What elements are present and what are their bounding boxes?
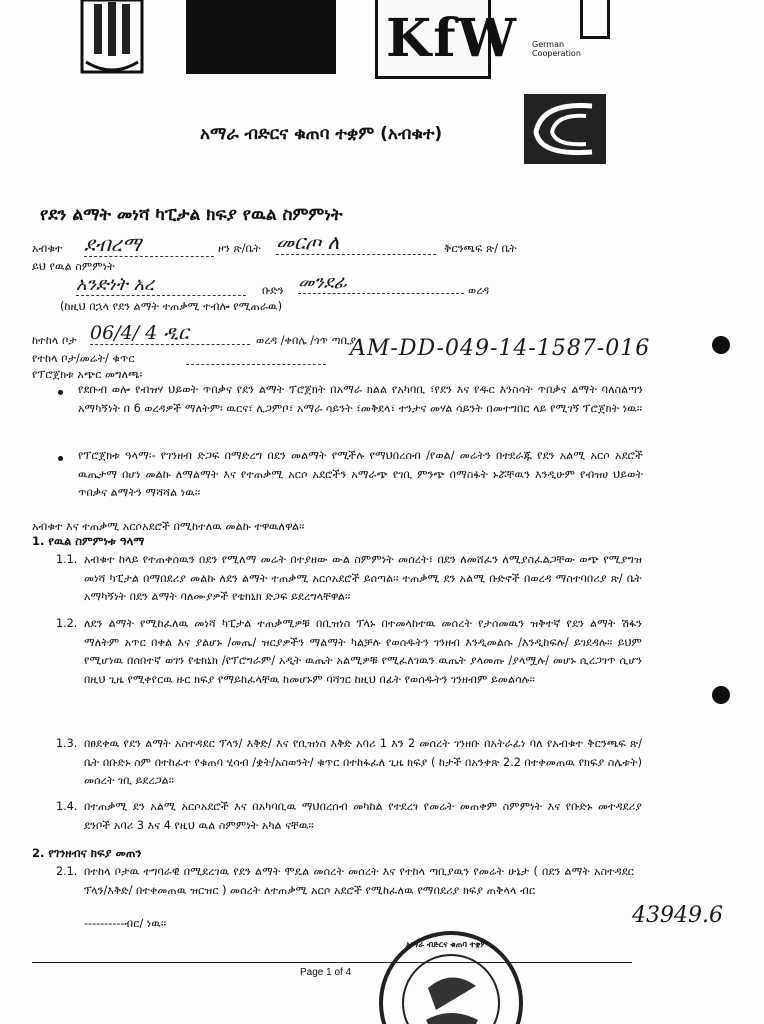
section2-title: 2. የገንዘብና ክፍያ መጠን xyxy=(32,846,142,860)
item-1-2-num: 1.2. xyxy=(56,617,78,630)
kebele-value: 06/4/ 4 ዲር xyxy=(90,322,250,345)
item-1-1-text: አብቁተ ከላይ የተጠቀሰዉን በደን የሚለማ መሬት በተያዘው ውል ስምምነት መሰረት፣ በደን ለመሸፈን ለሚያስፈልጋቸው ወጭ የሚያግዝ መነሻ ካፒታል በማበደሪያ መልኩ ለደን ልማት ተጠቃሚ አርሶአደሮች ይሰጣል፡፡ ተጠቃሚ ደን አልሚ ቡድኖች በወረዳ ማስተባበሪያ ጽ/ ቤት አማካኝነት በደን ልማት ባለሙያዎች የቴክኒክ ድጋፍ ይደረግላቸዋል፡፡ xyxy=(84,553,642,603)
group-value: አንድነት አረ xyxy=(76,274,246,296)
acsi-emblem-icon xyxy=(522,92,608,166)
page-number: Page 1 of 4 xyxy=(300,967,352,978)
bullet-2: የፕሮጀክቱ ዓላማ፡- የገንዘብ ድጋፍ በማድረግ በደን መልማት የሚችሉ የማህበረሰብ /የወል/ መሬትን በተደራጁ የደን አልሚ አርሶ አደሮች ዉጤታማ በሆነ መልኩ ለማልማት እና የተጠቃሚ አርሶ አደሮችን አማራጭ የገቢ ምንጭ በማስፋት ኑሯቸዉን እንዲሁም የብዝሀ ህይወት ጥበቃና ልማትን ማሻሻል ነዉ፡፡ xyxy=(78,449,643,499)
binder-hole-1 xyxy=(712,336,730,354)
left-logo xyxy=(72,0,152,80)
acsi-logo xyxy=(522,92,608,166)
german-cooperation-logo xyxy=(532,0,612,70)
kebele-suffix: ወረዳ /ቀበሌ /ጎጥ ጣቢያ xyxy=(256,334,357,347)
agreement-label: ይህ የዉል ስምምነት xyxy=(32,260,115,273)
amount-prefix: ----------ብር/ ነዉ፡፡ xyxy=(84,917,167,930)
beneficiary-note: (ከዚህ በኋላ የደን ልማት ተጠቃሚ ተብሎ የሚጠራዉ) xyxy=(60,300,283,313)
item-1-1-num: 1.1. xyxy=(56,553,78,566)
official-stamp xyxy=(376,928,526,1024)
abkut-label: አብቁተ xyxy=(32,242,63,255)
kfw-logo xyxy=(375,0,518,79)
plot-value: AM-DD-049-14-1587-016 xyxy=(350,336,651,361)
plot-label: የተከላ ቦታ/መሬት/ ቁጥር xyxy=(32,352,135,365)
bullet-dot-2 xyxy=(58,456,63,461)
item-2-1-text: በተከላ ቦታዉ ተግባራዊ በሚደረገዉ የደን ልማት ሞዴል መሰረት መሰረት እና የተከላ ጣቢያዉን የመሬት ሁኔታ ( በደን ልማት አስተዳደር ፕላን/እቅድ/ በተቀመጠዉ ዝርዝር ) መሰረት ለተጠቃሚ አርሶ አደሮች የሚከፈለዉ የማበደሪያ ክፍያ ጠቅላላ ብር xyxy=(84,865,634,897)
abkut-value: ደብረማ xyxy=(84,232,214,257)
group-label: ቡድን xyxy=(262,284,284,297)
item-1-4-num: 1.4. xyxy=(56,800,78,813)
branch-label: ቅርንጫፍ ጽ/ ቤት xyxy=(444,242,517,255)
kebele-label: ከተከላ ቦታ xyxy=(32,334,77,347)
center-logo-block xyxy=(186,0,336,74)
item-1-3-num: 1.3. xyxy=(56,737,78,750)
parties-text: አብቁተ እና ተጠቃሚ አርሶአደሮች በሚከተለዉ መልኩ ተዋዉለዋል፡፡ xyxy=(32,520,305,533)
tree-emblem-icon xyxy=(72,0,152,80)
amount-value: 43949.6 xyxy=(632,903,723,928)
zone-label: ዞን ጽ/ቤት xyxy=(218,242,261,255)
woreda-label: ወረዳ xyxy=(468,284,490,297)
item-2-1-num: 2.1. xyxy=(56,865,78,878)
binder-hole-2 xyxy=(712,686,730,704)
org-title: አማራ ብድርና ቁጠባ ተቋም (አብቁተ) xyxy=(200,124,443,144)
item-1-4-text: በተጠቃሚ ደን አልሚ አርሶአደሮች እና በአካባቢዉ ማህበረሰብ መካከል የተደረገ የመሬት መጠቀም ስምምነት እና የቡድኑ መተዳደሪያ ደንቦች አባሪ 3 እና 4 የዚህ ዉል ስምምነት አካል ናቸዉ፡፡ xyxy=(84,800,642,832)
goal-label: የፕሮጀክቱ አጭር መግለጫ፡ xyxy=(32,368,143,381)
plot-underline xyxy=(186,352,326,365)
bullet-1: የደቡብ ወሎ የብዝሃ ህይወት ጥበቃና የደን ልማት ፕሮጀክት በአማራ ክልል የአካባቢ ፣የደን እና የዱር እንስሳት ጥበቃና ልማት ባለስልጣን አማካኝነት በ 6 ወረዳዎች ማለትም፡ ዉርና፣ ሊጋምቦ፣ አማራ ሳይንት ፣መቅደላ፣ ተንታና መሃል ሳይንት በመተግበር ላይ የሚገኝ ፕሮጀክት ነዉ፡፡ xyxy=(78,383,643,415)
doc-title: የደን ልማት መነሻ ካፒታል ክፍያ የዉል ስምምነት xyxy=(40,205,343,225)
german-coop-text: German Cooperation xyxy=(532,40,581,58)
woreda-value: መንደፊ xyxy=(298,272,464,294)
zone-value: መርጦ ለ xyxy=(276,230,436,255)
footer-rule xyxy=(32,962,632,963)
item-1-3-text: በፀደቀዉ የደን ልማት አስተዳደር ፕላን/ እቅድ/ እና የቢዝነስ እቅድ አባሪ 1 እን 2 መሰረት ገንዘቡ በአትራፊነ ባለ የአብቁተ ቅርንጫፍ ጽ/ቤት በቡድኑ ስም በተከፈተ የቁጠባ ሂሳብ /ቋት/አስወንት/ ቁጥር በተከፋፈለ ጊዜ ክፍያ ( ከታች በአንቀጽ 2.2 በተቀመጠዉ የክፍያ ስሌቱት) መሰረት ገቢ ይደረጋል፡፡ xyxy=(84,737,642,787)
kfw-text: KfW xyxy=(386,8,518,69)
bullet-dot-1 xyxy=(58,390,63,395)
section1-title: 1. የዉል ስምምነቱ ዓላማ xyxy=(32,534,145,548)
item-1-2-text: ለደን ልማት የሚከፈለዉ መነሻ ካፒታል ተጠቃሚዎቹ በቢዝነስ ፕላኑ በተመላከተዉ መሰረት የታሰመዉን ዝቅተኛ የደን ልማት ሽፋን ማለትም አጥር በቀል እና ያልሆኑ /መጤ/ ዝርያዎችን ማልማት ካልቻሉ የወሰዱትን ገንዘብ እንዲመልሱ /እንዲከፍሉ/ ይገደዳሉ፡፡ ይህም የሚሆነዉ በሰበተኛ ወገን የቴክኒክ /የፕሮግራም/ አዲት ዉጤት አልሚዎቹ የሚፈለገዉን ዉጤት ያላመጡ /ያላሟሉ/ መሆኑ ሲረጋገጥ ሲሆን በዚህ ጊዜ የሚቀየርዉ ዙር ክፍያ የማይከፈላቸዉ ከመሆኑም ባሻገር ከዚህ በፊት የወሰዱትን ገንዘብም ይመልሳሉ፡፡ xyxy=(84,617,642,686)
stamp-text: አማራ ብድርና ቁጠባ ተቋም xyxy=(406,940,488,949)
